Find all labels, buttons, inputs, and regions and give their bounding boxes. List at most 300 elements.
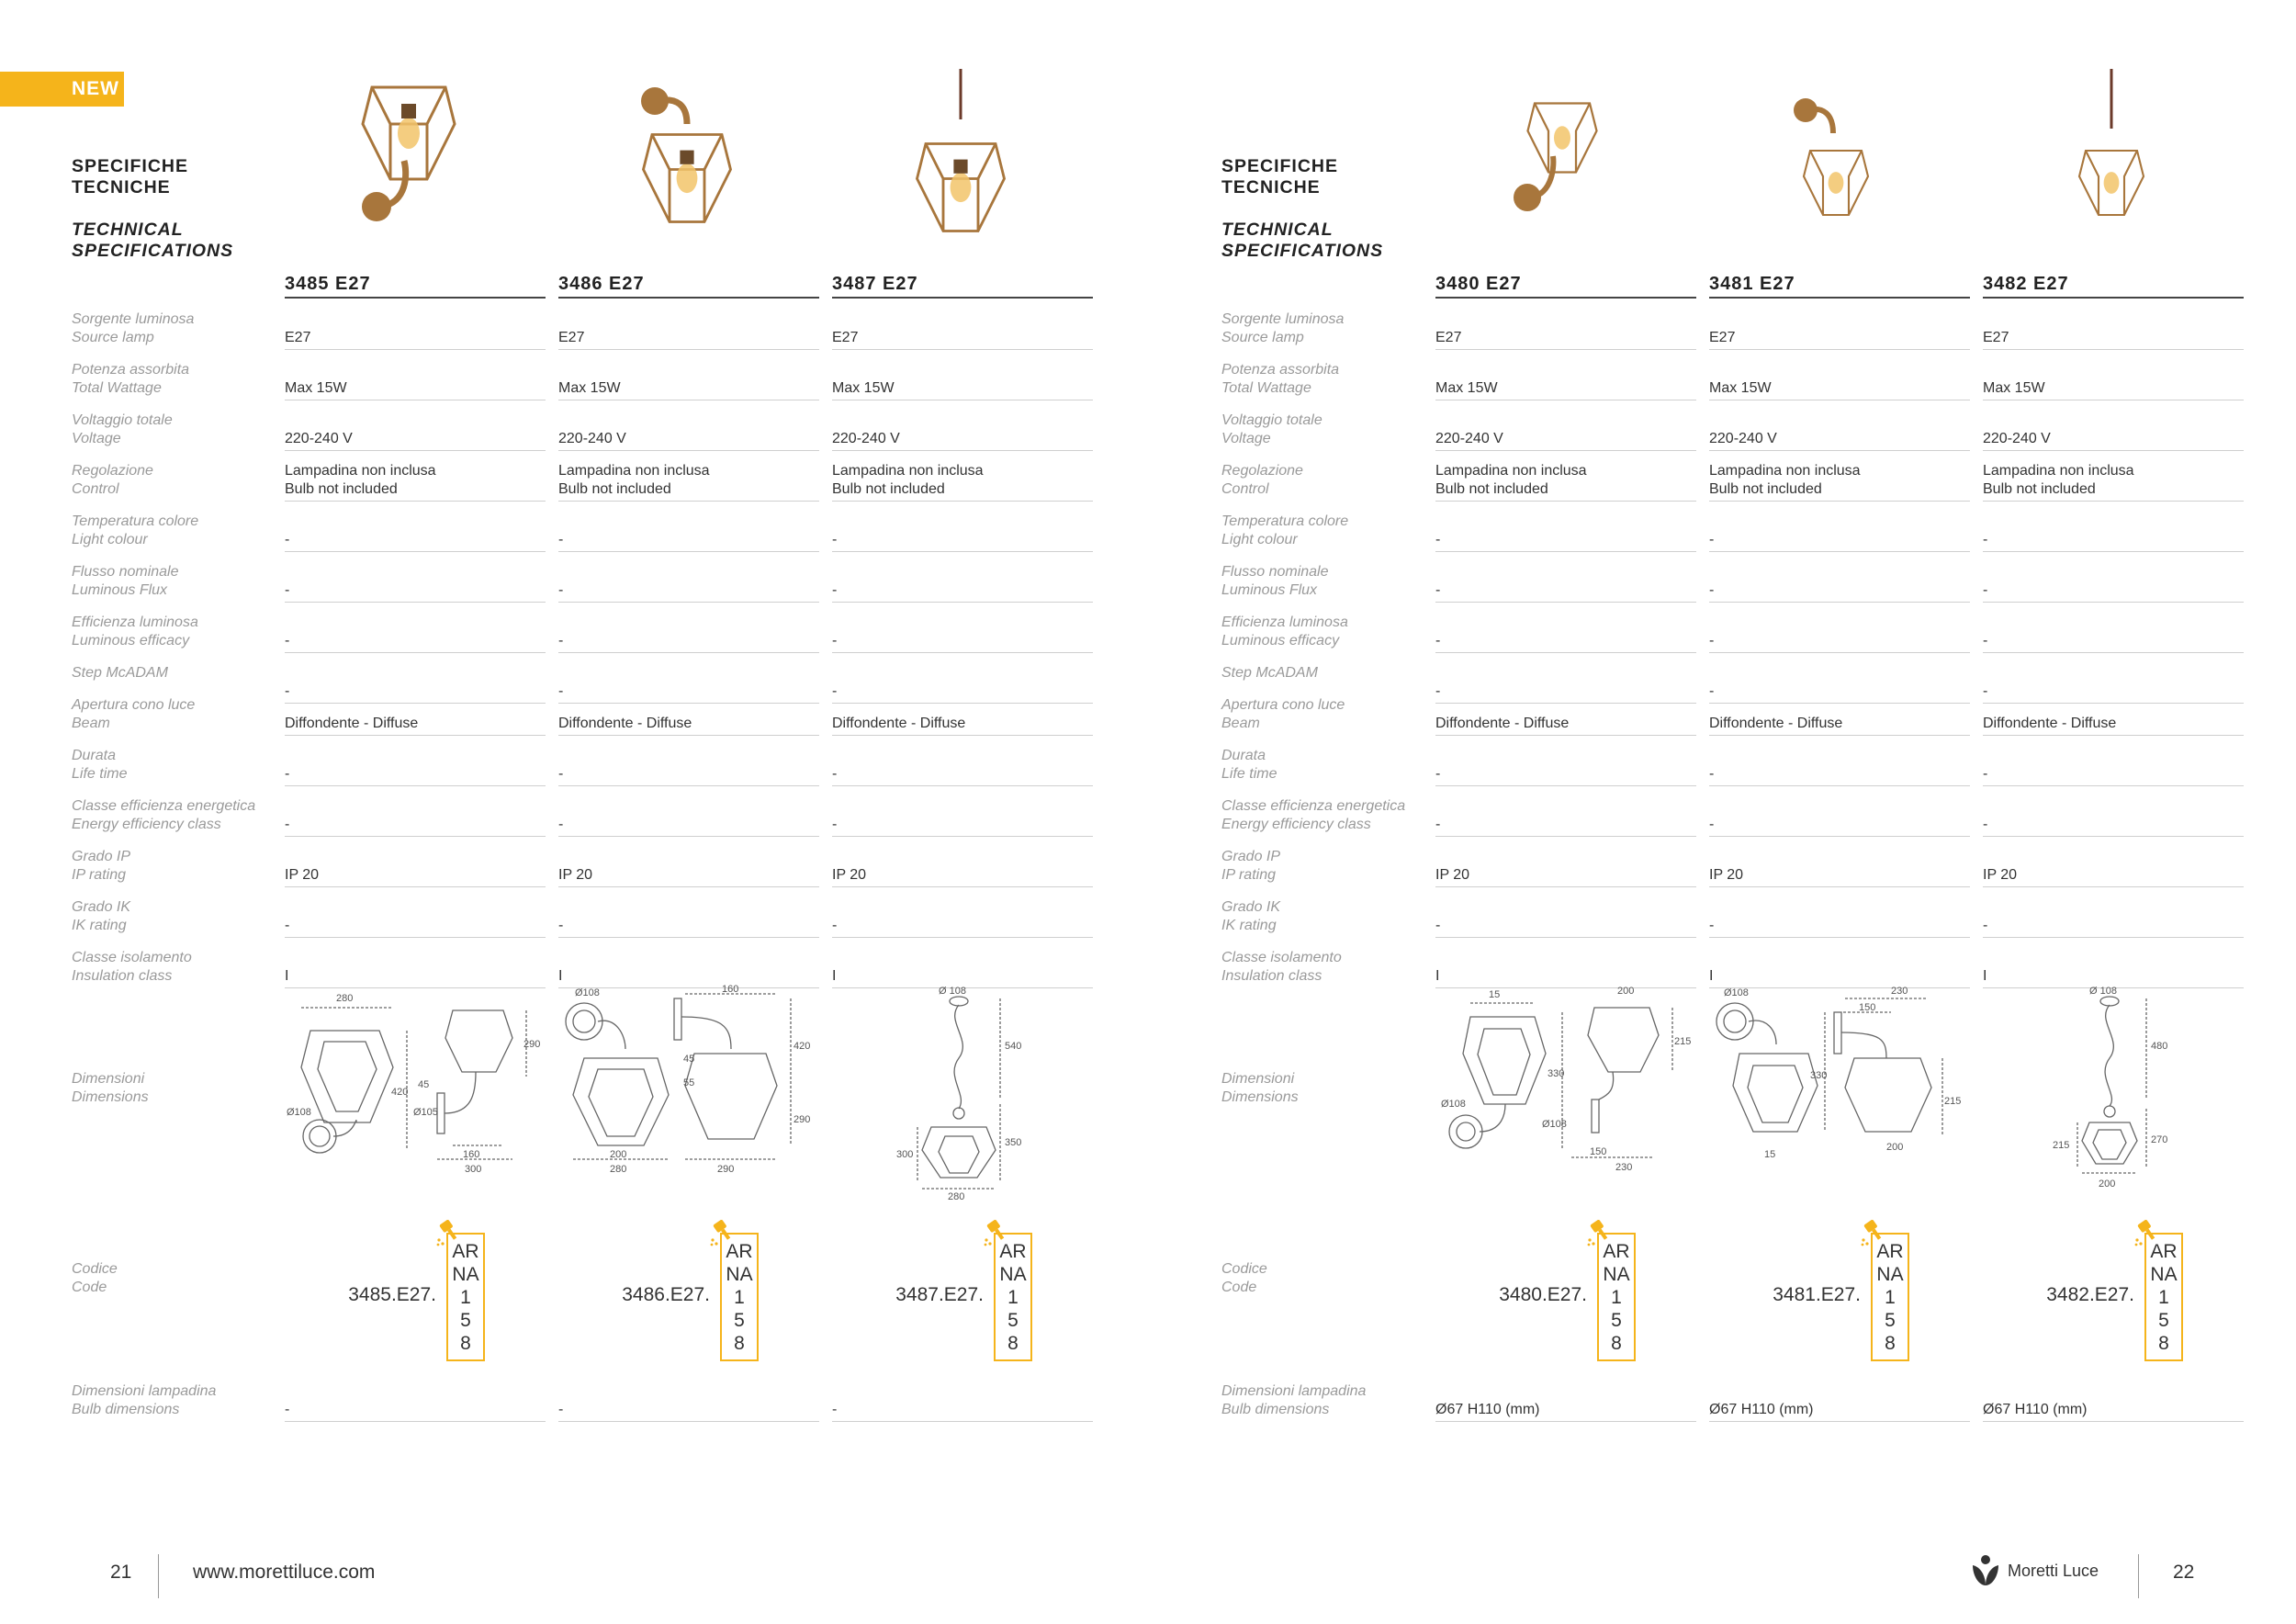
bulb-dimensions-value: Ø67 H110 (mm) [1709, 1401, 1970, 1422]
spec-value: Lampadina non inclusa Bulb not included [1435, 462, 1696, 502]
spec-value: E27 [832, 329, 1093, 350]
spec-value: Max 15W [558, 379, 819, 400]
spec-value: - [1983, 917, 2244, 938]
spec-value: - [558, 632, 819, 653]
label-italian: Efficienza luminosa [72, 615, 198, 630]
finish-code-part: 8 [2158, 1333, 2169, 1354]
label-english: Luminous efficacy [72, 633, 190, 648]
dimension-label: Ø108 [1542, 1119, 1567, 1130]
spec-row-label [72, 797, 292, 834]
dimension-label: 290 [523, 1039, 541, 1050]
dimension-label: 215 [1944, 1096, 1962, 1107]
finish-code-box [2144, 1233, 2183, 1361]
label-english: Luminous Flux [72, 582, 168, 598]
product-photo [613, 69, 760, 257]
finish-code-part: 5 [1611, 1310, 1622, 1331]
spec-row-label [72, 696, 292, 733]
label-english: IK rating [72, 918, 127, 933]
spec-value: - [1983, 816, 2244, 837]
product-model-heading: 3485 E27 [285, 274, 546, 299]
finish-code-part: 1 [460, 1287, 471, 1308]
label-italian: Potenza assorbita [1221, 362, 1340, 378]
label-italian: Grado IK [1221, 899, 1281, 915]
spec-row-label [72, 747, 292, 784]
dimension-label: 200 [1617, 986, 1635, 997]
spec-value: Max 15W [1709, 379, 1970, 400]
dimension-label: 270 [2151, 1134, 2168, 1145]
label-english: Light colour [1221, 532, 1298, 547]
finish-code-part: 1 [1611, 1287, 1622, 1308]
finish-code-part: 5 [734, 1310, 745, 1331]
product-model-heading: 3480 E27 [1435, 274, 1696, 299]
dimension-label: 15 [1764, 1149, 1776, 1160]
technical-drawing [1981, 985, 2247, 1210]
label-english: Beam [1221, 716, 1260, 731]
spec-row-label [72, 513, 292, 549]
spec-value: IP 20 [558, 866, 819, 887]
label-english: IP rating [1221, 867, 1276, 883]
label-english: Dimensions [1221, 1089, 1299, 1105]
code-label [72, 1260, 292, 1297]
dimensions-label [72, 1070, 292, 1107]
finish-code-box [720, 1233, 759, 1361]
finish-code-part: NA [2150, 1264, 2178, 1285]
dimension-label: 420 [391, 1087, 409, 1098]
bulb-dimensions-label [1221, 1382, 1442, 1419]
bulb-dimensions-value: Ø67 H110 (mm) [1983, 1401, 2244, 1422]
heading-italian: SPECIFICHE TECNICHE [72, 156, 189, 197]
spec-row-label [72, 949, 292, 986]
spec-value: - [285, 816, 546, 837]
label-italian: Dimensioni lampadina [1221, 1383, 1367, 1399]
spec-row-label [1221, 513, 1442, 549]
section-heading [1221, 156, 1405, 262]
label-english: Code [1221, 1280, 1257, 1295]
label-italian: Apertura cono luce [1221, 697, 1345, 713]
spec-value: 220-240 V [285, 430, 546, 451]
label-italian: Grado IK [72, 899, 131, 915]
label-italian: Durata [72, 748, 117, 763]
label-italian: Flusso nominale [1221, 564, 1329, 580]
page-number-left: 21 [110, 1562, 132, 1583]
spec-value: - [1983, 765, 2244, 786]
label-english: Insulation class [72, 968, 173, 984]
spec-row-label [1221, 614, 1442, 650]
finish-code-part: NA [452, 1264, 479, 1285]
spec-value: E27 [1983, 329, 2244, 350]
spec-value: Diffondente - Diffuse [1983, 715, 2244, 736]
spec-value: I [832, 967, 1093, 988]
technical-drawing [830, 985, 1097, 1210]
label-italian: Regolazione [72, 463, 153, 479]
dimension-label: 290 [793, 1114, 811, 1125]
spec-value: - [1709, 581, 1970, 603]
label-english: Total Wattage [72, 380, 162, 396]
spec-row-label [1221, 462, 1442, 499]
dimension-label: 300 [465, 1164, 482, 1175]
spec-value: - [1983, 581, 2244, 603]
spec-value: 220-240 V [558, 430, 819, 451]
label-english: Bulb dimensions [1221, 1402, 1330, 1417]
heading-english: TECHNICAL SPECIFICATIONS [72, 220, 234, 261]
label-italian: Dimensioni lampadina [72, 1383, 217, 1399]
dimension-label: 215 [2053, 1140, 2070, 1151]
dimension-label: Ø108 [575, 987, 600, 998]
label-italian: Grado IP [1221, 849, 1281, 864]
label-italian: Sorgente luminosa [1221, 311, 1345, 327]
finish-code-part: 8 [460, 1333, 471, 1354]
dimension-label: 420 [793, 1041, 811, 1052]
code-label [1221, 1260, 1442, 1297]
dimension-label: 330 [1810, 1070, 1828, 1081]
dimension-label: Ø 108 [939, 986, 966, 997]
product-photo [887, 69, 1034, 257]
product-model-heading: 3486 E27 [558, 274, 819, 299]
finish-code-part: 5 [2158, 1310, 2169, 1331]
label-english: Luminous Flux [1221, 582, 1318, 598]
spec-row-label [72, 848, 292, 885]
dimension-label: 150 [1859, 1002, 1876, 1013]
spec-value: 220-240 V [832, 430, 1093, 451]
label-italian: Step McADAM [1221, 665, 1318, 681]
dimension-label: 280 [610, 1164, 627, 1175]
spec-value: - [1435, 531, 1696, 552]
finish-code-part: AR [999, 1241, 1027, 1262]
label-english: Insulation class [1221, 968, 1322, 984]
dimension-label: 230 [1891, 986, 1908, 997]
label-english: Dimensions [72, 1089, 149, 1105]
spec-row-label [72, 664, 292, 682]
spec-value: Lampadina non inclusa Bulb not included [558, 462, 819, 502]
dimension-label: 15 [1489, 989, 1501, 1000]
dimension-label: 215 [1674, 1036, 1692, 1047]
finish-code-part: AR [1603, 1241, 1630, 1262]
heading-english: TECHNICAL SPECIFICATIONS [1221, 220, 1384, 261]
product-code: 3487.E27. [895, 1284, 984, 1305]
spec-value: E27 [1435, 329, 1696, 350]
label-italian: Dimensioni [72, 1071, 145, 1087]
spec-value: IP 20 [285, 866, 546, 887]
dimension-label: 300 [896, 1149, 914, 1160]
finish-code-part: NA [726, 1264, 753, 1285]
dimension-label: 160 [722, 985, 739, 995]
dimension-label: 200 [2099, 1179, 2116, 1190]
product-photo [1491, 69, 1638, 257]
spec-value: - [558, 682, 819, 704]
finish-code-part: 5 [1007, 1310, 1019, 1331]
spec-value: - [1435, 765, 1696, 786]
bulb-dimensions-value: Ø67 H110 (mm) [1435, 1401, 1696, 1422]
bulb-dimensions-value: - [285, 1401, 546, 1422]
finish-code-box [1597, 1233, 1636, 1361]
finish-code-part: 8 [1007, 1333, 1019, 1354]
spec-value: - [1983, 632, 2244, 653]
spec-value: - [1983, 531, 2244, 552]
spec-value: I [1709, 967, 1970, 988]
spec-value: I [1983, 967, 2244, 988]
product-model-heading: 3482 E27 [1983, 274, 2244, 299]
dimension-label: 45 [683, 1054, 695, 1065]
spec-value: Diffondente - Diffuse [1709, 715, 1970, 736]
finish-code-part: NA [999, 1264, 1027, 1285]
spec-value: Max 15W [1983, 379, 2244, 400]
label-english: Code [72, 1280, 107, 1295]
spec-value: - [1983, 682, 2244, 704]
spec-value: Diffondente - Diffuse [285, 715, 546, 736]
label-english: Voltage [72, 431, 121, 446]
label-italian: Classe isolamento [1221, 950, 1342, 965]
label-english: IK rating [1221, 918, 1277, 933]
label-english: Control [72, 481, 119, 497]
label-english: Source lamp [1221, 330, 1304, 345]
finish-code-part: AR [1876, 1241, 1904, 1262]
product-model-heading: 3481 E27 [1709, 274, 1970, 299]
footer-divider [158, 1554, 159, 1598]
dimension-label: Ø105 [413, 1107, 438, 1118]
product-model-heading: 3487 E27 [832, 274, 1093, 299]
spec-value: E27 [558, 329, 819, 350]
spec-row-label [72, 361, 292, 398]
spec-row-label [1221, 848, 1442, 885]
finish-code-box [446, 1233, 485, 1361]
finish-code-part: AR [452, 1241, 479, 1262]
spec-value: - [1709, 816, 1970, 837]
dimension-label: 160 [463, 1149, 480, 1160]
heading-italian: SPECIFICHE TECNICHE [1221, 156, 1339, 197]
finish-code-part: 1 [2158, 1287, 2169, 1308]
spec-row-label [72, 462, 292, 499]
label-italian: Voltaggio totale [1221, 412, 1322, 428]
spec-row-label [1221, 563, 1442, 600]
spec-row-label [72, 412, 292, 448]
label-english: Voltage [1221, 431, 1271, 446]
dimension-label: 280 [948, 1191, 965, 1202]
spec-value: E27 [1709, 329, 1970, 350]
spec-row-label [1221, 412, 1442, 448]
dimension-label: 150 [1590, 1146, 1607, 1157]
label-italian: Voltaggio totale [72, 412, 173, 428]
label-italian: Durata [1221, 748, 1266, 763]
page-number-right: 22 [2173, 1562, 2195, 1583]
spec-value: - [558, 765, 819, 786]
dimension-label: Ø108 [1724, 987, 1749, 998]
label-english: Light colour [72, 532, 148, 547]
product-code: 3485.E27. [348, 1284, 436, 1305]
page-right [1148, 0, 2296, 1624]
spec-value: I [1435, 967, 1696, 988]
finish-code-part: NA [1876, 1264, 1904, 1285]
spec-value: - [285, 765, 546, 786]
spec-value: Lampadina non inclusa Bulb not included [1709, 462, 1970, 502]
product-code: 3482.E27. [2046, 1284, 2134, 1305]
finish-code-part: 8 [1611, 1333, 1622, 1354]
spec-value: - [285, 917, 546, 938]
product-code: 3486.E27. [622, 1284, 710, 1305]
spec-value: IP 20 [1709, 866, 1970, 887]
spec-value: 220-240 V [1435, 430, 1696, 451]
dimension-label: 330 [1548, 1068, 1565, 1079]
spec-value: I [558, 967, 819, 988]
dimension-label: 200 [610, 1149, 627, 1160]
label-italian: Temperatura colore [72, 513, 199, 529]
spec-value: Lampadina non inclusa Bulb not included [285, 462, 546, 502]
bulb-dimensions-value: - [832, 1401, 1093, 1422]
label-english: IP rating [72, 867, 126, 883]
spec-value: Diffondente - Diffuse [558, 715, 819, 736]
spec-row-label [72, 898, 292, 935]
finish-code-part: 1 [1885, 1287, 1896, 1308]
label-italian: Apertura cono luce [72, 697, 196, 713]
finish-code-part: 1 [734, 1287, 745, 1308]
label-english: Luminous efficacy [1221, 633, 1340, 648]
label-italian: Classe isolamento [72, 950, 192, 965]
spec-value: Lampadina non inclusa Bulb not included [1983, 462, 2244, 502]
dimension-label: 480 [2151, 1041, 2168, 1052]
spec-row-label [1221, 898, 1442, 935]
label-italian: Potenza assorbita [72, 362, 190, 378]
product-code: 3480.E27. [1499, 1284, 1587, 1305]
label-italian: Regolazione [1221, 463, 1303, 479]
label-english: Source lamp [72, 330, 154, 345]
finish-code-part: 8 [1885, 1333, 1896, 1354]
spec-value: - [832, 816, 1093, 837]
label-italian: Codice [1221, 1261, 1267, 1277]
finish-code-part: 8 [734, 1333, 745, 1354]
spec-row-label [1221, 797, 1442, 834]
label-english: Life time [72, 766, 128, 782]
spec-value: - [285, 682, 546, 704]
spec-value: - [832, 765, 1093, 786]
spec-value: - [832, 581, 1093, 603]
dimension-label: Ø108 [1441, 1099, 1466, 1110]
product-code: 3481.E27. [1773, 1284, 1861, 1305]
label-italian: Grado IP [72, 849, 131, 864]
label-english: Energy efficiency class [72, 817, 221, 832]
spec-value: - [1435, 632, 1696, 653]
section-heading [72, 156, 255, 262]
spec-row-label [72, 563, 292, 600]
spec-row-label [72, 310, 292, 347]
brand-name: Moretti Luce [2008, 1562, 2099, 1580]
product-photo [2038, 69, 2185, 257]
spec-value: - [285, 531, 546, 552]
spec-value: - [558, 581, 819, 603]
spec-row-label [1221, 664, 1442, 682]
finish-code-part: 1 [1007, 1287, 1019, 1308]
dimension-label: 230 [1615, 1162, 1633, 1173]
spec-value: - [832, 682, 1093, 704]
dimension-label: 350 [1005, 1137, 1022, 1148]
spec-row-label [1221, 747, 1442, 784]
label-english: Beam [72, 716, 110, 731]
spec-row-label [1221, 696, 1442, 733]
technical-drawing [283, 985, 549, 1210]
spec-value: - [1709, 531, 1970, 552]
technical-drawing [1434, 985, 1700, 1210]
spec-row-label [1221, 949, 1442, 986]
dimension-label: Ø108 [287, 1107, 311, 1118]
finish-code-part: NA [1603, 1264, 1630, 1285]
label-english: Energy efficiency class [1221, 817, 1371, 832]
spec-value: Diffondente - Diffuse [832, 715, 1093, 736]
spec-value: - [832, 917, 1093, 938]
spec-value: - [1435, 682, 1696, 704]
spec-value: IP 20 [832, 866, 1093, 887]
spec-value: 220-240 V [1983, 430, 2244, 451]
spec-value: - [1435, 917, 1696, 938]
spec-value: IP 20 [1983, 866, 2244, 887]
spec-value: IP 20 [1435, 866, 1696, 887]
website-link[interactable]: www.morettiluce.com [193, 1562, 376, 1583]
label-english: Life time [1221, 766, 1277, 782]
bulb-dimensions-label [72, 1382, 292, 1419]
label-italian: Classe efficienza energetica [1221, 798, 1406, 814]
spec-row-label [72, 614, 292, 650]
product-photo [1764, 69, 1911, 257]
spec-value: - [832, 531, 1093, 552]
spec-value: - [1709, 682, 1970, 704]
dimension-label: 540 [1005, 1041, 1022, 1052]
finish-code-part: AR [726, 1241, 753, 1262]
spec-value: - [1709, 765, 1970, 786]
finish-code-part: AR [2150, 1241, 2178, 1262]
spec-value: Max 15W [1435, 379, 1696, 400]
label-english: Bulb dimensions [72, 1402, 180, 1417]
label-english: Control [1221, 481, 1269, 497]
spec-value: - [1435, 581, 1696, 603]
label-italian: Step McADAM [72, 665, 168, 681]
spec-row-label [1221, 361, 1442, 398]
label-english: Total Wattage [1221, 380, 1311, 396]
dimension-label: 280 [336, 993, 354, 1004]
spec-value: - [285, 581, 546, 603]
dimension-label: 290 [717, 1164, 735, 1175]
spec-value: Diffondente - Diffuse [1435, 715, 1696, 736]
spec-value: - [1709, 632, 1970, 653]
spec-value: - [1709, 917, 1970, 938]
dimensions-label [1221, 1070, 1442, 1107]
brand-logo-icon [1970, 1554, 2001, 1587]
finish-code-part: 5 [460, 1310, 471, 1331]
dimension-label: 55 [683, 1077, 695, 1088]
footer-divider [2138, 1554, 2139, 1598]
spec-value: - [285, 632, 546, 653]
spec-value: - [832, 632, 1093, 653]
label-italian: Codice [72, 1261, 118, 1277]
spec-row-label [1221, 310, 1442, 347]
label-italian: Efficienza luminosa [1221, 615, 1348, 630]
finish-code-part: 5 [1885, 1310, 1896, 1331]
spec-value: - [558, 917, 819, 938]
spec-value: - [558, 531, 819, 552]
spec-value: - [558, 816, 819, 837]
technical-drawing [557, 985, 823, 1210]
label-italian: Classe efficienza energetica [72, 798, 256, 814]
bulb-dimensions-value: - [558, 1401, 819, 1422]
label-italian: Temperatura colore [1221, 513, 1349, 529]
label-italian: Flusso nominale [72, 564, 179, 580]
spec-value: Lampadina non inclusa Bulb not included [832, 462, 1093, 502]
spec-value: I [285, 967, 546, 988]
technical-drawing [1707, 985, 1974, 1210]
spec-value: Max 15W [285, 379, 546, 400]
label-italian: Sorgente luminosa [72, 311, 195, 327]
spec-value: 220-240 V [1709, 430, 1970, 451]
new-badge: NEW [0, 72, 124, 107]
finish-code-box [1871, 1233, 1909, 1361]
spec-value: Max 15W [832, 379, 1093, 400]
product-photo [340, 69, 487, 257]
